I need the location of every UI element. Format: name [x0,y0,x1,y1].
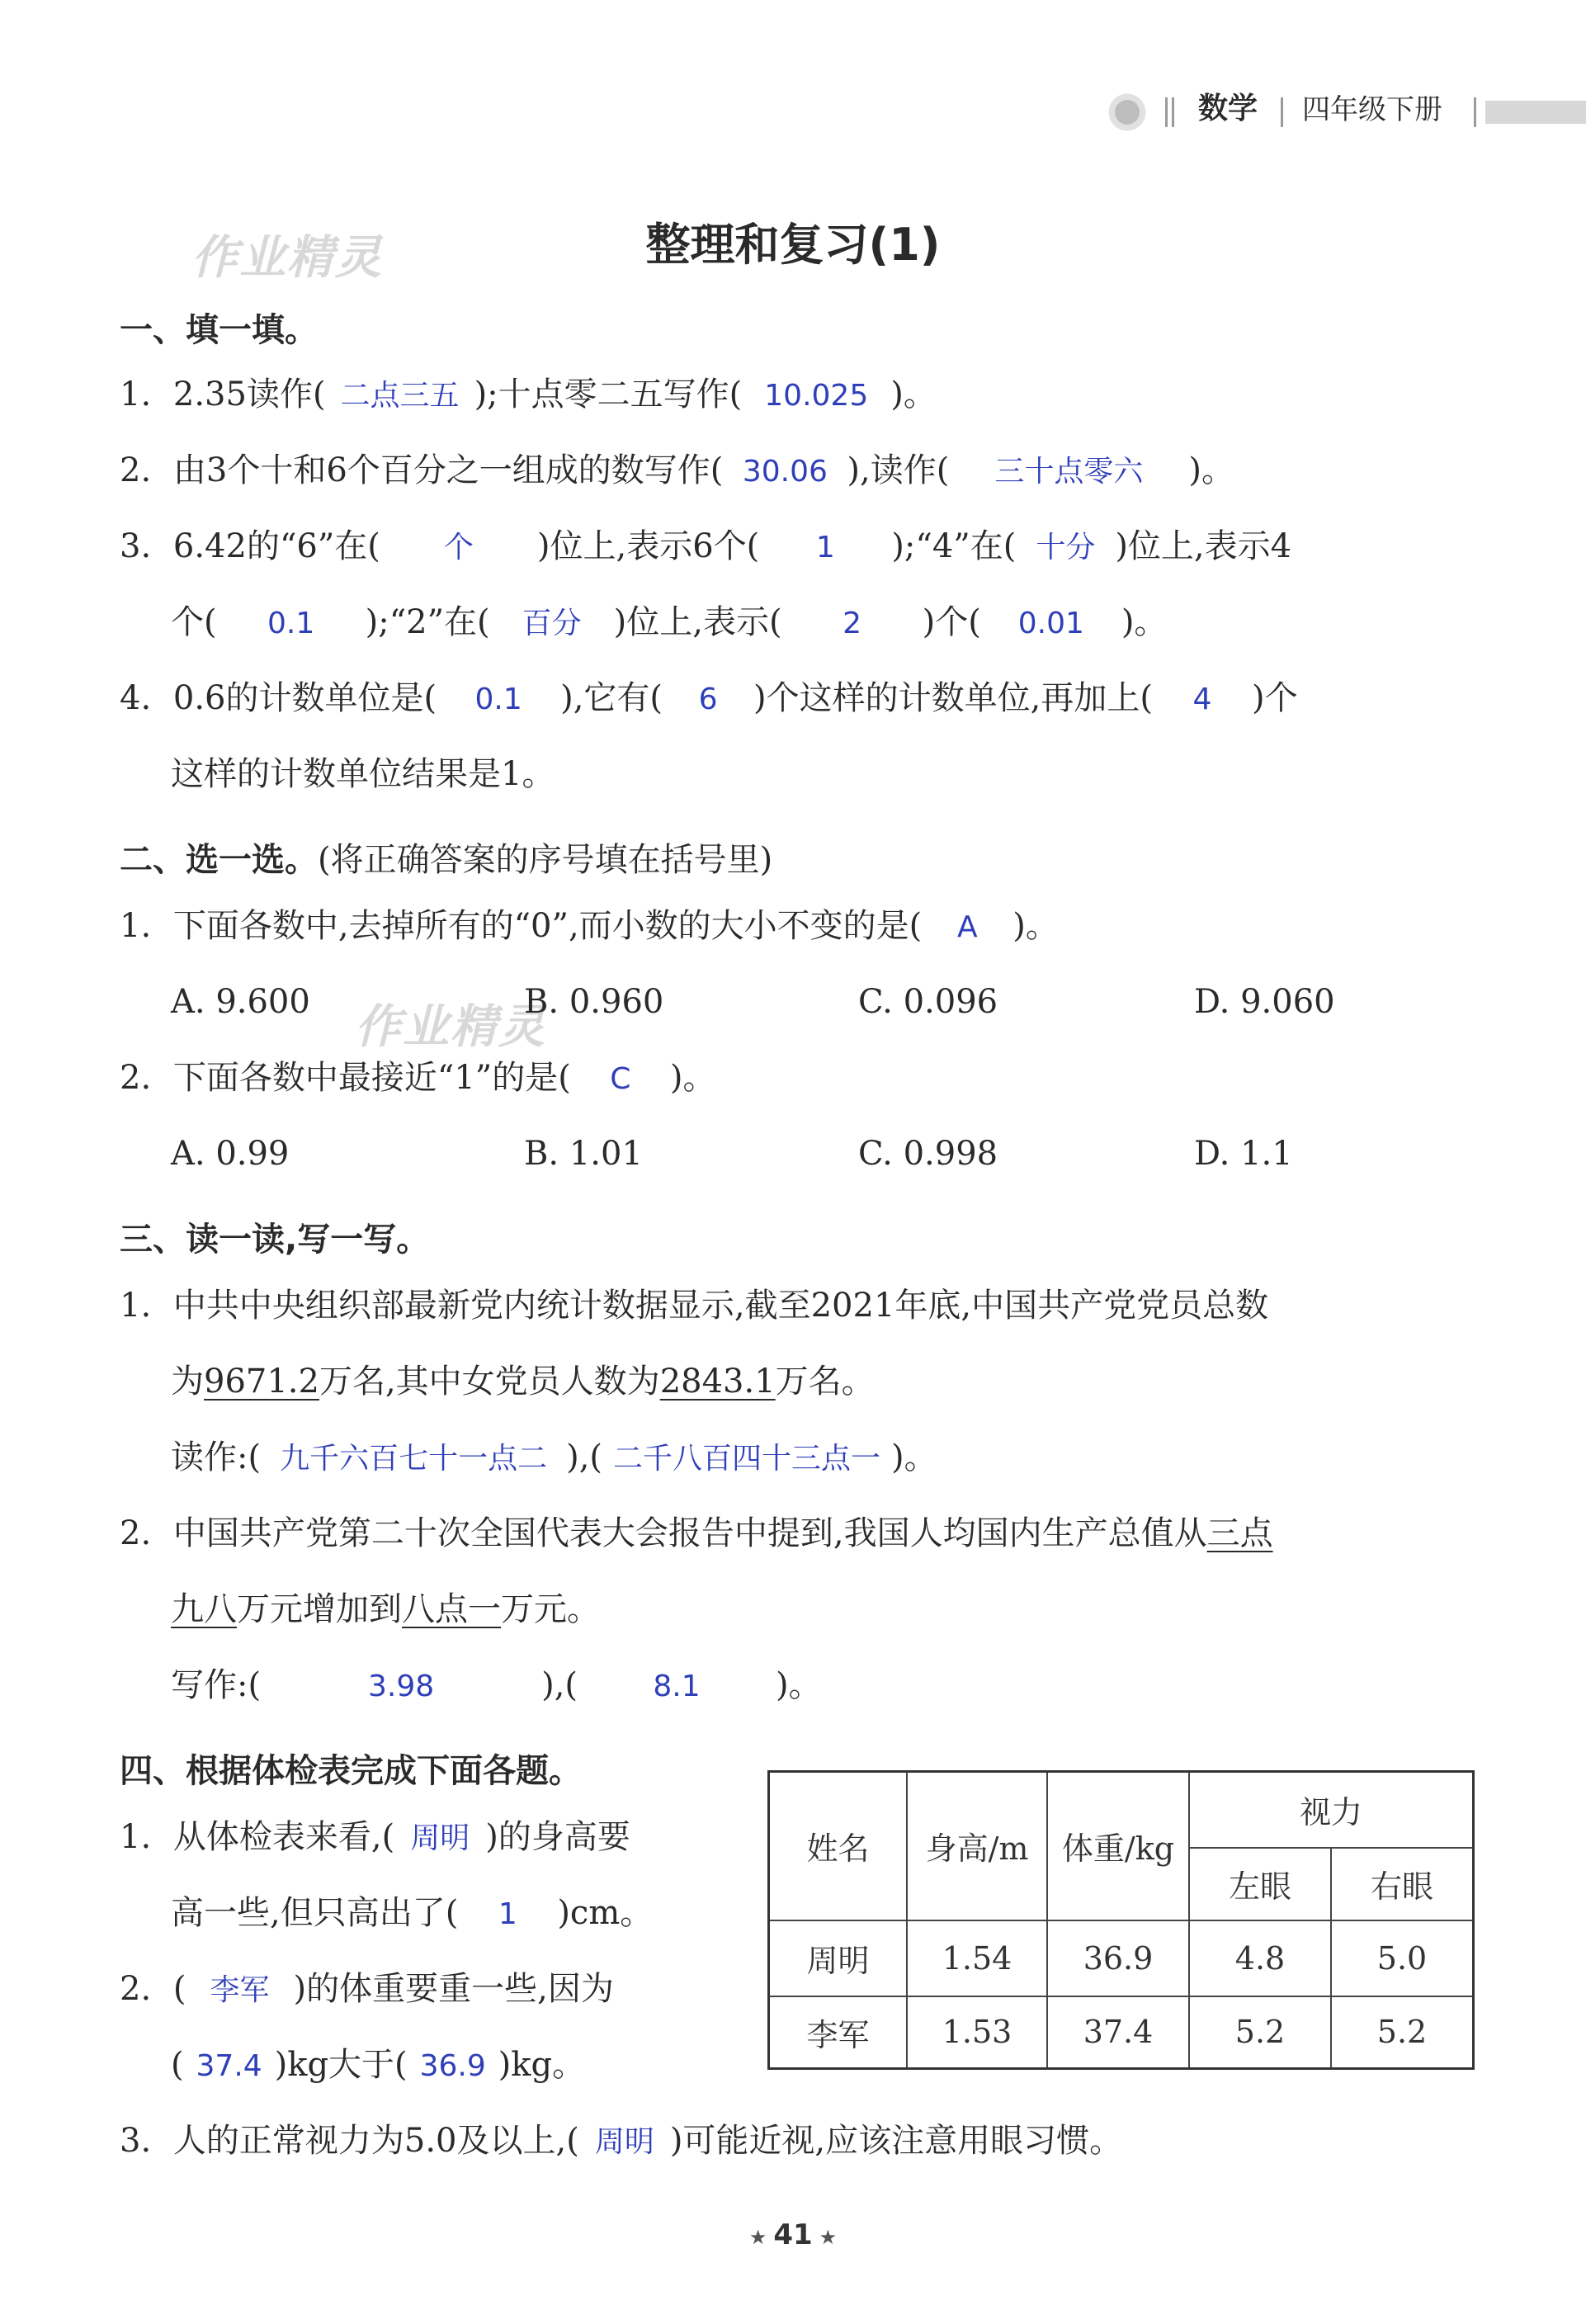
s1-q4-line2: 这样的计数单位结果是1。 [171,755,555,793]
sun-logo-icon [1106,91,1149,134]
watermark: 作业精灵 [355,1000,546,1054]
s1-q3 [120,527,1292,565]
s3-q1-line2 [171,1363,875,1401]
star-icon: ★ [748,2226,767,2249]
underlined-text: 八点一 [402,1590,501,1628]
answer: 4 [1192,683,1212,716]
section3-heading: 三、读一读,写一写。 [120,1221,430,1259]
answer: 个 [443,531,474,564]
option-a: A. 9.600 [171,983,310,1021]
question-text: 由3个十和6个百分之一组成的数写作( [172,451,724,489]
question-text: )cm。 [557,1894,654,1932]
s2-q2 [120,1059,716,1097]
answer: 30.06 [742,455,828,489]
option-d: D. 1.1 [1194,1135,1293,1173]
page-number-footer [0,2218,1586,2251]
section2-heading-line [120,834,772,881]
page-number: 41 [773,2218,813,2251]
question-text: 中国共产党第二十次全国代表大会报告中提到,我国人均国内生产总值从 [172,1514,1207,1552]
answer: 周明 [410,1821,470,1855]
header-separator [1165,97,1168,127]
header-grade: 四年级下册 [1302,93,1442,126]
s4-q2-line2 [171,2046,586,2084]
table-row [769,1996,1474,2069]
option-b: B. 1.01 [524,1135,643,1173]
answer: 6 [698,683,718,716]
question-text: 人的正常视力为5.0及以上,( [172,2122,579,2160]
question-text: ),( [541,1666,578,1704]
s3-q1 [120,1287,1269,1325]
health-check-table [767,1770,1475,2070]
answer: 李军 [210,1973,270,2007]
question-text: 下面各数中,去掉所有的“0”,而小数的大小不变的是( [172,907,923,945]
question-text: ),读作( [847,451,950,489]
s1-q2 [120,451,1234,489]
question-text: )kg大于( [274,2046,408,2084]
answer: 0.1 [474,683,522,716]
header-vision: 视力 [1189,1772,1474,1848]
header-separator [1474,97,1476,127]
answer: A [956,910,978,944]
answer: 8.1 [653,1670,701,1703]
question-text: )位上,表示6个( [536,527,760,565]
question-text: )。 [669,1059,716,1097]
answer: 10.025 [764,379,869,413]
question-number: 2. [120,1059,152,1097]
underlined-number: 9671.2 [204,1363,319,1401]
question-text: ),( [566,1438,603,1476]
question-text: );“2”在( [365,603,490,641]
header-height: 身高/m [907,1772,1047,1920]
header-weight: 体重/kg [1047,1772,1189,1920]
header-separator [1172,97,1174,127]
option-d: D. 9.060 [1194,983,1335,1021]
option-b: B. 0.960 [524,983,664,1021]
answer: 百分 [522,607,582,640]
question-number: 2. [120,1970,152,2008]
question-number: 1. [120,376,152,413]
question-text: 万元增加到 [237,1590,402,1628]
question-number: 1. [120,907,152,945]
star-icon: ★ [819,2226,838,2249]
table-cell: 37.4 [1047,1996,1189,2069]
question-text: )个 [1251,679,1298,717]
underlined-number: 2843.1 [659,1363,776,1401]
question-text: )。 [891,1438,937,1476]
answer: 36.9 [419,2049,486,2083]
question-text: 个( [171,603,217,641]
question-text: );十点零二五写作( [474,376,743,413]
question-text: 下面各数中最接近“1”的是( [172,1059,571,1097]
question-text: )的体重要重一些,因为 [293,1970,614,2008]
option-a: A. 0.99 [171,1135,290,1173]
section4-heading: 四、根据体检表完成下面各题。 [120,1752,582,1790]
answer: 2 [843,607,862,640]
section2-note: (将正确答案的序号填在括号里) [318,841,773,879]
underlined-text: 三点 [1206,1514,1273,1552]
watermark: 作业精灵 [191,231,383,285]
table-cell: 周明 [769,1920,908,1996]
question-text: )位上,表示( [613,603,782,641]
option-c: C. 0.998 [858,1135,998,1173]
question-text: )的身高要 [485,1818,630,1856]
header-subject: 数学 [1198,92,1258,125]
question-text: 为 [171,1363,204,1401]
question-number: 2. [120,1514,152,1552]
answer: 二千八百四十三点一 [613,1442,881,1476]
question-text: 0.6的计数单位是( [172,679,437,717]
answer: 0.01 [1017,607,1084,640]
question-text: ),它有( [560,679,663,717]
question-text: 万名,其中女党员人数为 [319,1363,660,1401]
answer: 九千六百七十一点二 [280,1442,548,1476]
question-number: 4. [120,679,152,717]
s2-q1 [120,907,1059,945]
answer: 3.98 [368,1670,435,1703]
question-text: 万名。 [775,1363,875,1401]
table-cell: 李军 [769,1996,908,2069]
question-text: 6.42的“6”在( [172,527,380,565]
question-number: 3. [120,2122,152,2160]
question-text: )个( [922,603,981,641]
header-decor-bar [1485,101,1586,124]
question-number: 1. [120,1818,152,1856]
question-number: 3. [120,527,152,565]
answer: 十分 [1036,531,1096,564]
answer: 周明 [594,2125,654,2159]
answer: 三十点零六 [994,455,1144,489]
s3-q2-line2 [171,1590,600,1628]
question-text: )。 [776,1666,822,1704]
question-text: 万元。 [501,1590,600,1628]
question-text: )可能近视,应该注意用眼习惯。 [669,2122,1123,2160]
s1-q3-line2 [171,603,1168,641]
table-cell: 36.9 [1047,1920,1189,1996]
answer: C [610,1062,631,1096]
s4-q2 [120,1970,614,2008]
question-text: 从体检表来看,( [172,1818,395,1856]
s4-q1-line2 [171,1894,654,1932]
answer: 1 [815,531,835,564]
answer: 1 [498,1897,517,1931]
table-cell: 4.8 [1189,1920,1331,1996]
question-text: ( [171,2046,184,2084]
table-row [769,1920,1474,1996]
answer: 37.4 [196,2049,262,2083]
table-cell: 5.2 [1331,1996,1474,2069]
table-cell: 5.2 [1189,1996,1331,2069]
question-text: 高一些,但只高出了( [171,1894,459,1932]
s4-q3 [120,2122,1123,2160]
question-text: )个这样的计数单位,再加上( [753,679,1153,717]
answer: 二点三五 [340,379,460,413]
question-text: )。 [1121,603,1168,641]
s4-q1 [120,1818,630,1856]
page-title: 整理和复习(1) [645,219,941,271]
s1-q1 [120,378,937,411]
header-separator [1281,97,1283,127]
question-number: 1. [120,1287,152,1325]
section1-heading: 一、填一填。 [120,311,318,349]
header-name: 姓名 [769,1772,908,1920]
table-cell: 1.54 [907,1920,1047,1996]
question-text: )。 [1188,451,1234,489]
label: 写作:( [171,1666,262,1704]
s3-q2-write [171,1666,822,1704]
question-text: )位上,表示4 [1115,527,1292,565]
section2-heading: 二、选一选。 [120,841,318,879]
option-c: C. 0.096 [858,983,998,1021]
question-text: )kg。 [498,2046,586,2084]
underlined-text: 九八 [171,1590,237,1628]
header-right-eye: 右眼 [1331,1848,1474,1920]
question-text: )。 [1012,907,1059,945]
question-text: 中共中央组织部最新党内统计数据显示,截至2021年底,中国共产党党员总数 [172,1287,1269,1325]
s3-q2 [120,1514,1273,1552]
question-text: )。 [890,376,937,413]
question-text: 2.35读作( [172,376,326,413]
question-text: );“4”在( [891,527,1017,565]
table-cell: 5.0 [1331,1920,1474,1996]
question-number: 2. [120,451,152,489]
s3-q1-read [171,1438,937,1476]
label: 读作:( [171,1438,262,1476]
question-text: ( [172,1970,186,2008]
header-left-eye: 左眼 [1189,1848,1331,1920]
s1-q4 [120,679,1298,717]
answer: 0.1 [267,607,315,640]
table-cell: 1.53 [907,1996,1047,2069]
